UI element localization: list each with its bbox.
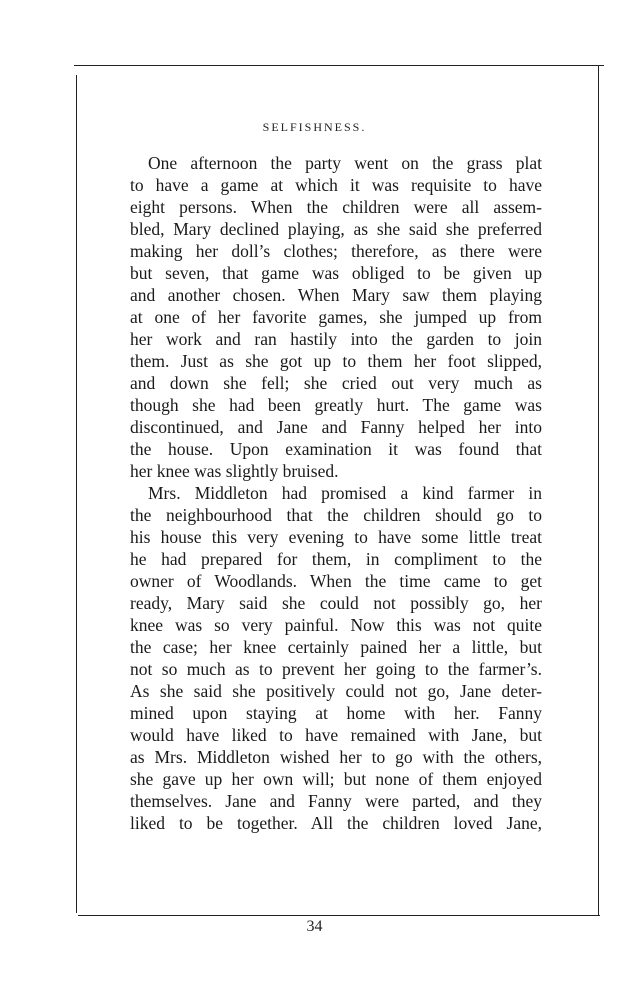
text-line: but seven, that game was obliged to be given up	[130, 263, 542, 283]
text-line: though she had been greatly hurt. The game was	[130, 395, 542, 415]
text-line: discontinued, and Jane and Fanny helped her into	[130, 417, 542, 437]
text-line: As she said she positively could not go, Jane deter-	[130, 681, 542, 701]
text-line: her work and ran hastily into the garden to join	[130, 329, 542, 349]
text-line: not so much as to prevent her going to the farmer’s.	[130, 659, 542, 679]
text-line: mined upon staying at home with her. Fanny	[130, 703, 542, 723]
text-line: knee was so very painful. Now this was not quite	[130, 615, 542, 635]
text-line: as Mrs. Middleton wished her to go with the others,	[130, 747, 542, 767]
text-line: to have a game at which it was requisite to have	[130, 175, 542, 195]
left-border-rule	[76, 75, 77, 913]
text-line: the case; her knee certainly pained her a little, but	[130, 637, 542, 657]
text-line: the neighbourhood that the children should go to	[130, 505, 542, 525]
text-line: them. Just as she got up to them her foot slipped,	[130, 351, 542, 371]
right-border-rule	[598, 65, 599, 915]
text-line: ready, Mary said she could not possibly go, her	[130, 593, 542, 613]
text-line: at one of her favorite games, she jumped up from	[130, 307, 542, 327]
body-text	[130, 152, 542, 834]
text-line: owner of Woodlands. When the time came to get	[130, 571, 542, 591]
text-line: and down she fell; she cried out very much as	[130, 373, 542, 393]
text-line: and another chosen. When Mary saw them playing	[130, 285, 542, 305]
text-line: Mrs. Middleton had promised a kind farmer in	[148, 483, 542, 503]
top-border-rule	[74, 65, 604, 66]
text-line: would have liked to have remained with Jane, but	[130, 725, 542, 745]
text-line: bled, Mary declined playing, as she said she preferred	[130, 219, 542, 239]
text-line: liked to be together. All the children loved Jane,	[130, 813, 542, 833]
text-line: the house. Upon examination it was found that	[130, 439, 542, 459]
text-line: themselves. Jane and Fanny were parted, and they	[130, 791, 542, 811]
running-header: SELFISHNESS.	[262, 120, 367, 134]
text-line: One afternoon the party went on the grass plat	[148, 153, 542, 173]
text-line: eight persons. When the children were all assem-	[130, 197, 542, 217]
bottom-border-rule	[78, 915, 600, 916]
text-line: making her doll’s clothes; therefore, as there were	[130, 241, 542, 261]
page-number: 34	[306, 918, 323, 935]
text-line: she gave up her own will; but none of them enjoyed	[130, 769, 542, 789]
text-line: his house this very evening to have some little treat	[130, 527, 542, 547]
text-line: her knee was slightly bruised.	[130, 461, 339, 481]
text-line: he had prepared for them, in compliment to the	[130, 549, 542, 569]
